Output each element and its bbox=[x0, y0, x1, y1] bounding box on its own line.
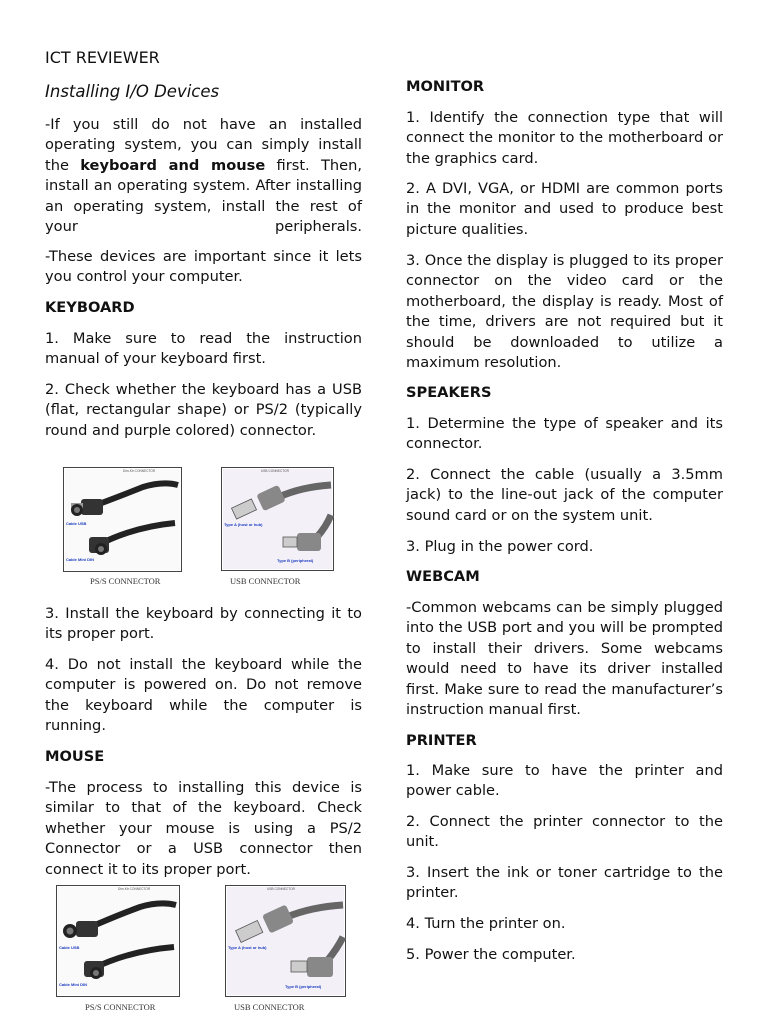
monitor-step-1: 1. Identify the connection type that will connect the monitor to the motherboard or the graphics card. bbox=[406, 109, 723, 167]
keyboard-ps2-caption: PS/S CONNECTOR bbox=[90, 576, 161, 586]
monitor-step-2: 2. A DVI, VGA, or HDMI are common ports in the monitor and used to produce best picture qualities. bbox=[406, 180, 723, 238]
keyboard-ps2-connector-image bbox=[63, 467, 182, 572]
keyboard-heading: KEYBOARD bbox=[45, 299, 135, 316]
intro-text-rest: first. Then, install an operating system. After installing an operating system, install the rest of your peripherals. bbox=[45, 156, 362, 236]
speakers-step-1: 1. Determine the type of speaker and its connector. bbox=[406, 415, 723, 453]
intro-paragraph-2: -These devices are important since it lets you control your computer. bbox=[45, 248, 362, 286]
ps2-label-bottom: Cable Mini DIN bbox=[66, 557, 95, 562]
svg-text:Dim-Ktr CONNECTOR: Dim-Ktr CONNECTOR bbox=[118, 887, 151, 891]
usb-label-a-mouse: Type A (host or hub) bbox=[228, 945, 267, 950]
speakers-step-2: 2. Connect the cable (usually a 3.5mm jack) to the line-out jack of the computer sound card or on the system unit. bbox=[406, 466, 723, 524]
usb-label-a: Type A (host or hub) bbox=[224, 522, 263, 527]
keyboard-usb-caption: USB CONNECTOR bbox=[230, 576, 301, 586]
speakers-step-3: 3. Plug in the power cord. bbox=[406, 538, 594, 555]
monitor-heading: MONITOR bbox=[406, 78, 485, 95]
mouse-ps2-connector-image bbox=[56, 885, 180, 997]
ps2-label-top-mouse: Cable USB bbox=[59, 945, 80, 950]
printer-step-2: 2. Connect the printer connector to the unit. bbox=[406, 813, 723, 851]
keyboard-usb-connector-image bbox=[221, 467, 334, 571]
usb-label-b-mouse: Type B (peripheral) bbox=[285, 984, 322, 989]
printer-heading: PRINTER bbox=[406, 732, 477, 749]
keyboard-step-1: 1. Make sure to read the instruction manual of your keyboard first. bbox=[45, 330, 362, 368]
mouse-heading: MOUSE bbox=[45, 748, 105, 765]
speakers-heading: SPEAKERS bbox=[406, 384, 492, 401]
ps2-label-top: Cable USB bbox=[66, 521, 87, 526]
keyboard-step-3: 3. Install the keyboard by connecting it to its proper port. bbox=[45, 605, 362, 643]
svg-text:USB CONNECTOR: USB CONNECTOR bbox=[261, 469, 289, 473]
document-title: ICT REVIEWER bbox=[45, 48, 160, 67]
keyboard-step-4: 4. Do not install the keyboard while the computer is powered on. Do not remove the keyboard while the computer is running. bbox=[45, 656, 362, 735]
printer-step-5: 5. Power the computer. bbox=[406, 946, 576, 963]
webcam-heading: WEBCAM bbox=[406, 568, 480, 585]
svg-text:Dim-Ktr CONNECTOR: Dim-Ktr CONNECTOR bbox=[123, 469, 156, 473]
intro-paragraph-1 bbox=[45, 115, 362, 237]
intro-bold-text: keyboard and mouse bbox=[80, 156, 266, 174]
webcam-paragraph: -Common webcams can be simply plugged into the USB port and you will be prompted to install their drivers. Some webcams would need to have its driver installed first. Make sure to read the manufacturer’s instruction manual first. bbox=[406, 599, 723, 719]
svg-text:USB CONNECTOR: USB CONNECTOR bbox=[267, 887, 295, 891]
mouse-usb-connector-image bbox=[225, 885, 346, 997]
mouse-usb-caption: USB CONNECTOR bbox=[234, 1002, 305, 1012]
ps2-label-bottom-mouse: Cable Mini DIN bbox=[59, 982, 88, 987]
mouse-paragraph: -The process to installing this device is similar to that of the keyboard. Check whether your mouse is using a PS/2 Connector or a USB connector then connect it to its proper port. bbox=[45, 779, 362, 878]
usb-label-b: Type B (peripheral) bbox=[277, 558, 314, 563]
section-title: Installing I/O Devices bbox=[45, 82, 220, 101]
keyboard-step-2: 2. Check whether the keyboard has a USB (flat, rectangular shape) or PS/2 (typically round and purple colored) connector. bbox=[45, 381, 362, 439]
printer-step-1: 1. Make sure to have the printer and power cable. bbox=[406, 762, 723, 800]
monitor-step-3: 3. Once the display is plugged to its proper connector on the video card or the motherboard, the display is ready. Most of the time, drivers are not required but it should be downloaded to utilize a maximum resolution. bbox=[406, 252, 723, 372]
mouse-ps2-caption: PS/S CONNECTOR bbox=[85, 1002, 156, 1012]
printer-step-3: 3. Insert the ink or toner cartridge to the printer. bbox=[406, 864, 723, 902]
printer-step-4: 4. Turn the printer on. bbox=[406, 915, 566, 932]
intro-text: -If you still do not have an installed operating system, you can simply install the bbox=[45, 116, 362, 174]
